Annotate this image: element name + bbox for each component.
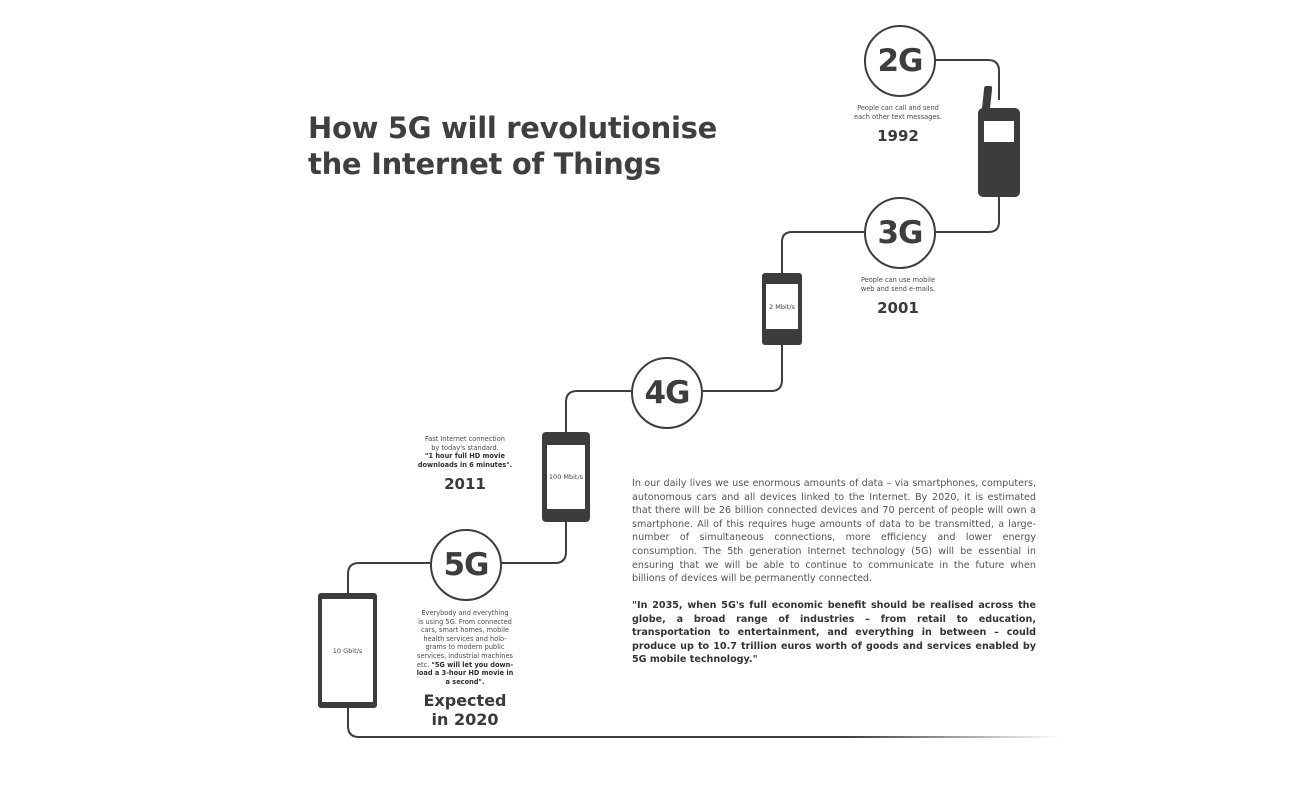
gen-3g-label: 3G [877,215,923,251]
gen-5g-label: 5G [443,547,489,583]
gen-4g-desc-line: by today's standard. [431,443,499,452]
gen-4g-desc-line: "1 hour full HD movie [425,452,505,461]
gen-5g-desc-line: is using 5G. From connected [418,617,512,626]
gen-2g-year: 1992 [877,127,919,145]
phone-3g-speed: 2 Mbit/s [766,284,798,329]
gen-5g-year [405,691,525,729]
gen-5g-year-line: Expected [423,691,507,710]
gen-5g-desc-line [404,661,526,670]
gen-2g-description [838,104,958,121]
gen-5g-desc-line: health services and holo- [423,634,507,643]
phone-5g-speed: 10 Gbit/s [322,599,373,702]
gen-4g-circle [631,357,703,429]
phone-4g-speed: 100 Mbit/s [547,445,585,509]
gen-4g-desc-line: Fast Internet connection [425,435,505,443]
gen-5g-desc-line: grams to modern public [425,643,505,652]
gen-2g-desc-line: People can call and send [857,104,939,112]
title-line-1: How 5G will revolutionise [308,111,717,145]
gen-4g-label: 4G [644,375,690,411]
gen-5g-description [404,609,526,686]
gen-3g-desc-line: People can use mobile [860,276,936,284]
gen-5g-desc-line: services, industrial machines [417,651,513,660]
gen-4g-desc-line: downloads in 6 minutes". [417,460,513,469]
gen-5g-desc-line: a second". [445,677,485,686]
gen-3g-year: 2001 [877,299,919,317]
gen-5g-desc-line: cars, smart homes, mobile [421,626,509,635]
gen-4g-year: 2011 [444,475,486,493]
gen-4g-description [404,435,526,469]
gen-2g-label: 2G [877,43,923,79]
gen-5g-year-line: in 2020 [431,710,499,729]
gen-3g-description [838,276,958,293]
gen-5g-desc-bold: "5G will let you down- [431,660,514,669]
gen-3g-desc-line: web and send e-mails. [860,284,936,293]
intro-paragraph: In our daily lives we use enormous amounts of data – via smartphones, computers, autonomous cars and all devices linked to the Internet. By 2020, it is estimated that there will be 26 billion connected devices and 70 percent of people will own a smartphone. All of this requires huge amounts of data to be transmitted, a large-number of simultaneous connections, more efficiency and lower energy consumption. The 5th generation Internet technology (5G) will be essential in ensuring that we will be able to continue to communicate in the future when billions of devices will be permanently connected. [632,478,1036,585]
gen-5g-desc-prefix: etc. [416,660,432,669]
quote-paragraph: "In 2035, when 5G's full economic benefit should be realised across the globe, a broad range of industries – from retail to education, transportation to entertainment, and everything in between – could produce up to 10.7 trillion euros worth of goods and services enabled by 5G mobile technology." [632,600,1036,666]
gen-2g-circle [864,25,936,97]
gen-3g-circle [864,197,936,269]
gen-2g-desc-line: each other text messages. [854,112,942,121]
page-title [308,110,717,182]
gen-5g-circle [430,529,502,601]
gen-5g-desc-line: load a 3-hour HD movie in [416,669,514,678]
gen-5g-desc-line: Everybody and everything [421,609,509,617]
title-line-2: the Internet of Things [308,147,661,181]
